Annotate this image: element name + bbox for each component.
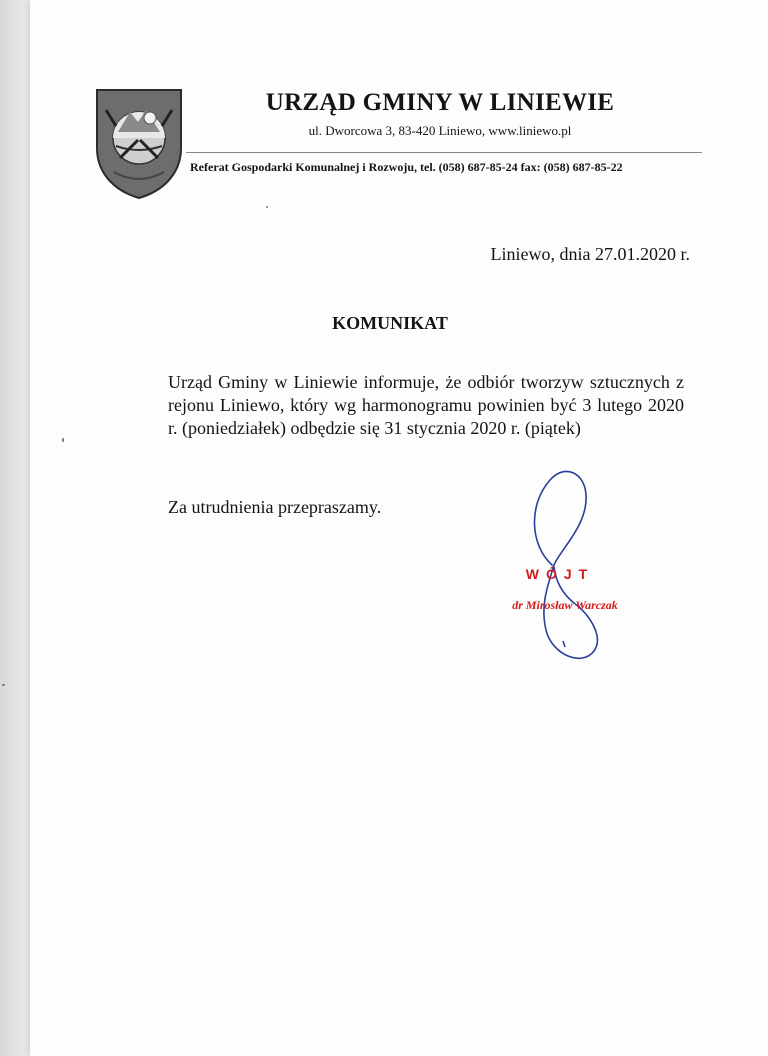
closing-line: Za utrudnienia przepraszamy. xyxy=(168,497,382,517)
scan-speck xyxy=(266,206,268,208)
scan-speck xyxy=(62,438,64,442)
scan-speck xyxy=(2,684,5,686)
office-name: URZĄD GMINY W LINIEWIE xyxy=(265,89,615,116)
header-divider xyxy=(186,152,702,153)
notice-body xyxy=(168,371,684,440)
office-address: ul. Dworcowa 3, 83-420 Liniewo, www.liniewo.pl xyxy=(308,123,572,138)
notice-body-text: Urząd Gminy w Liniewie informuje, że odbiór tworzyw sztucznych z rejonu Liniewo, który wg harmonogramu powinien być 3 lutego 2020 r. (poniedziałek) odbędzie się 31 stycznia 2020 r. (piątek) xyxy=(168,372,684,438)
place-and-date: Liniewo, dnia 27.01.2020 r. xyxy=(490,244,690,264)
stamp-title: WÓJT xyxy=(525,566,595,582)
stamp-name: dr Mirosław Warczak xyxy=(512,598,618,612)
department-contact: Referat Gospodarki Komunalnej i Rozwoju, tel. (058) 687-85-24 fax: (058) 687-85-22 xyxy=(190,160,623,174)
coat-of-arms-icon xyxy=(94,88,184,200)
notice-title: KOMUNIKAT xyxy=(332,313,448,333)
scan-page-edge xyxy=(0,0,30,1056)
